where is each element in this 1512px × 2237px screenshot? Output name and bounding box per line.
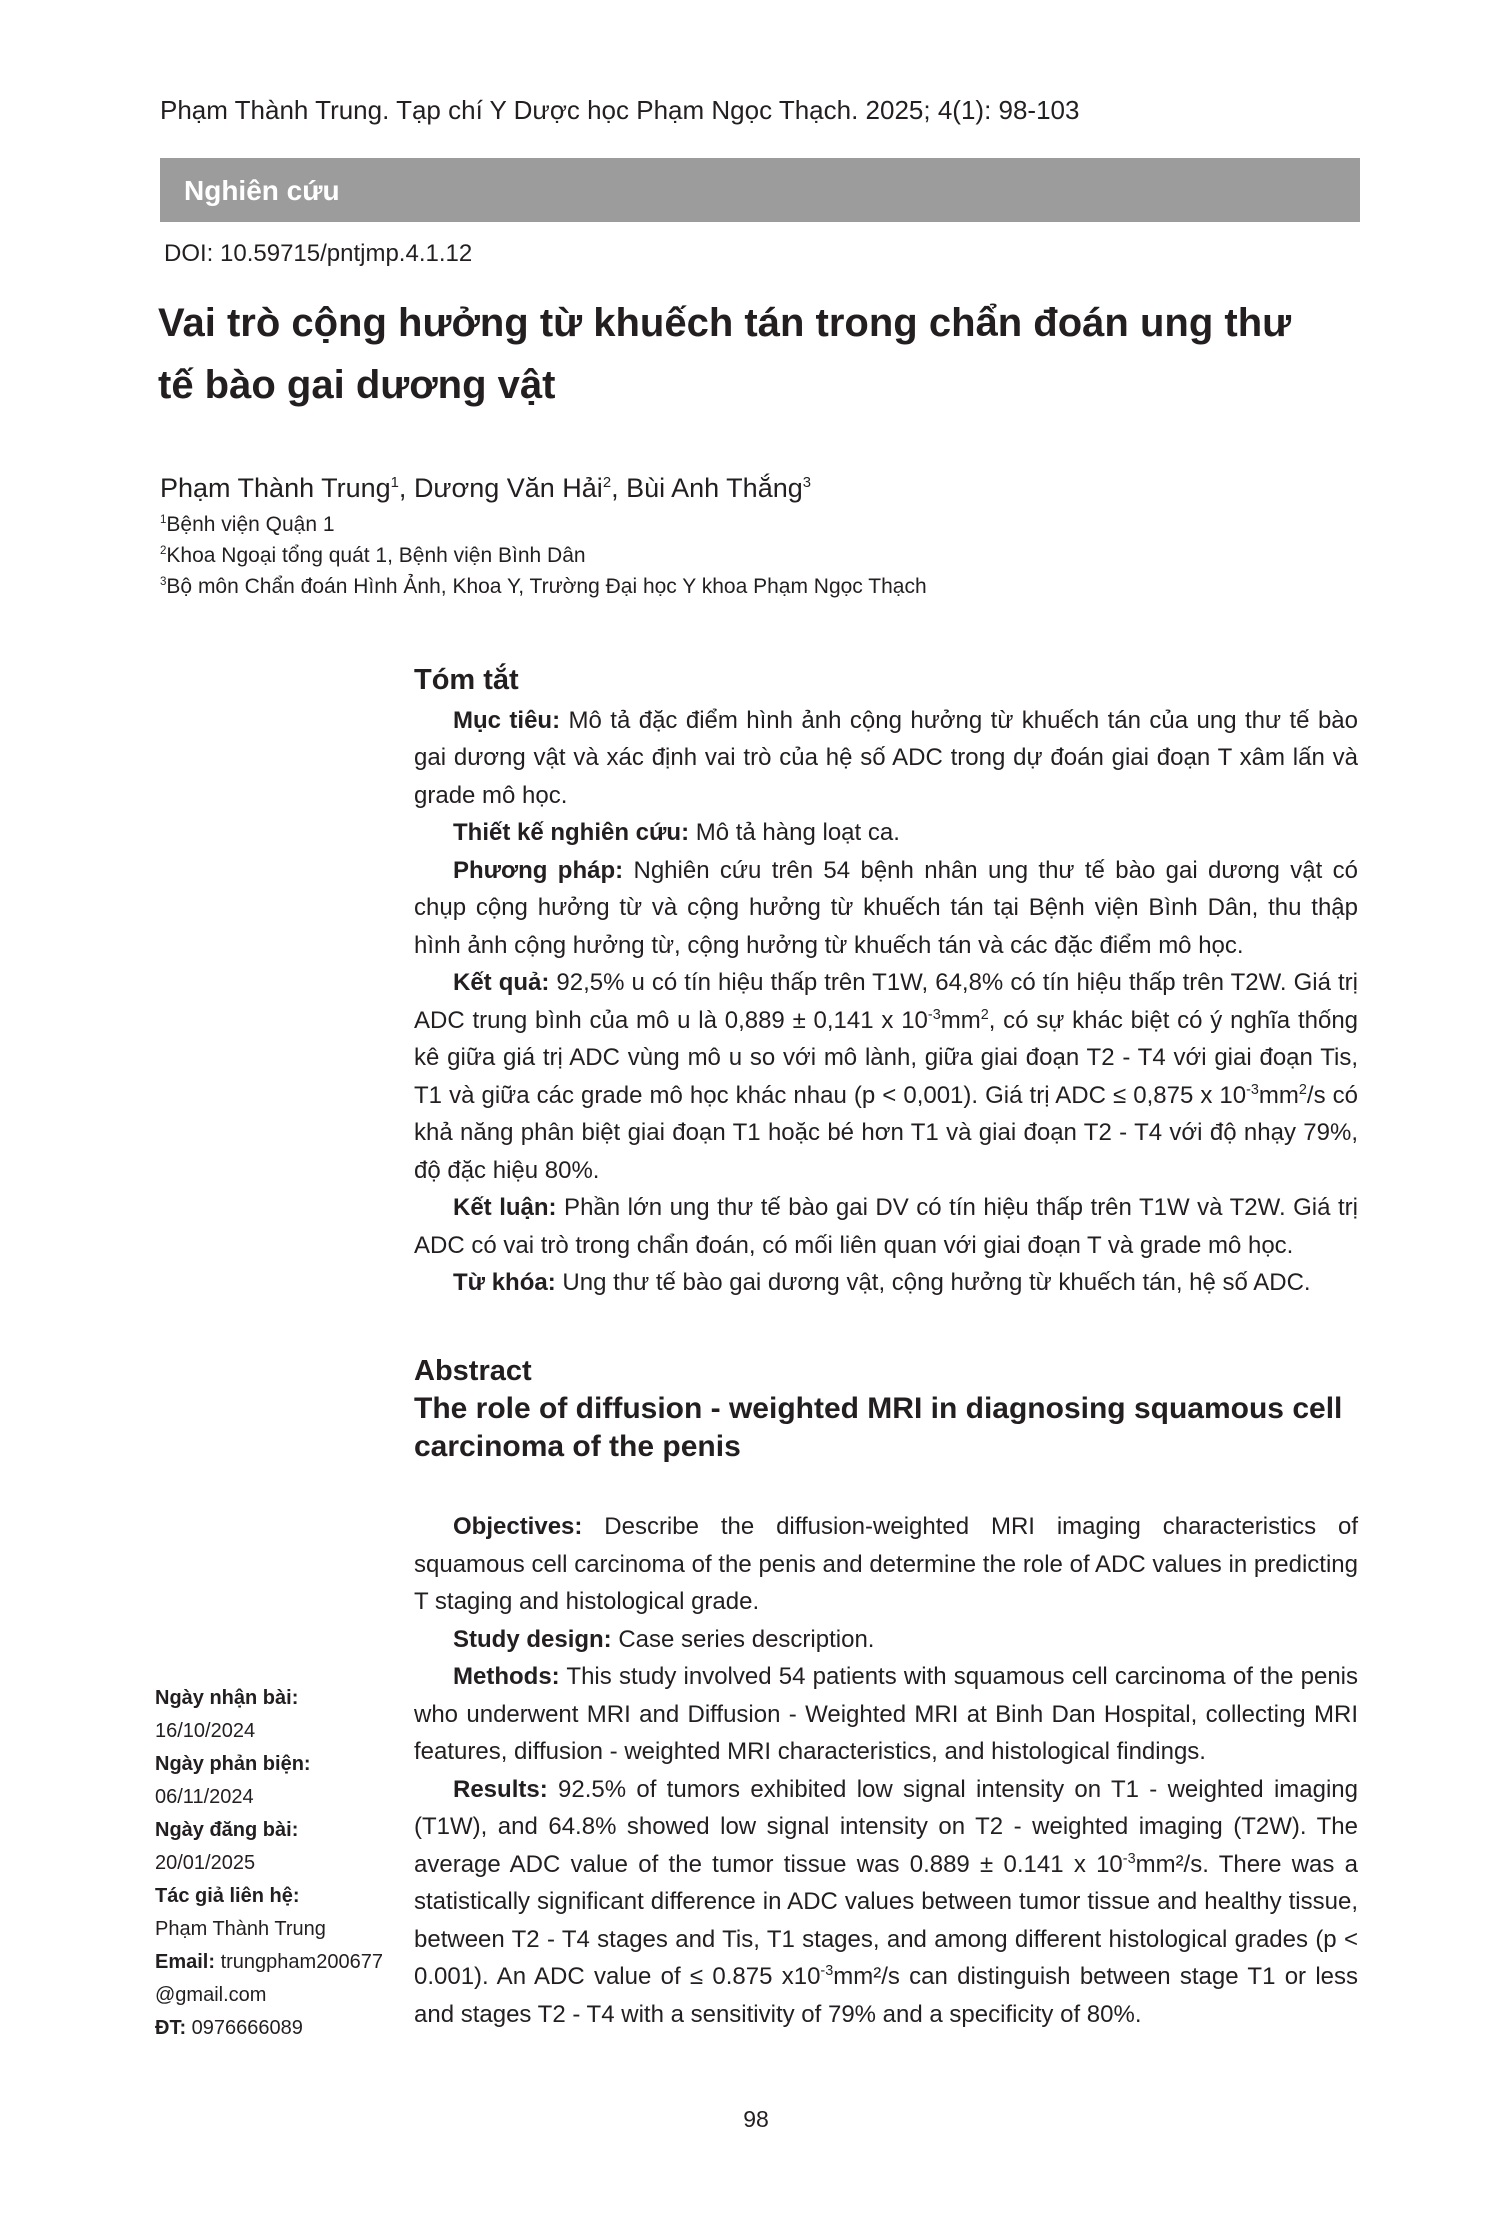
title-line-2: tế bào gai dương vật xyxy=(158,363,556,407)
en-design-text: Case series description. xyxy=(611,1625,875,1653)
vn-objective-text: Mô tả đặc điểm hình ảnh cộng hưởng từ khuếch tán của ung thư tế bào gai dương vật và xác định vai trò của hệ số ADC trong dự đoán giai đoạn T xâm lấn và grade mô học. xyxy=(414,706,1358,809)
reviewed-label: Ngày phản biện: xyxy=(155,1753,311,1775)
vn-result-text: mm xyxy=(1258,1081,1299,1109)
vn-design xyxy=(414,814,1358,852)
en-design-label: Study design: xyxy=(453,1625,612,1653)
en-methods xyxy=(414,1658,1358,1771)
vn-method-text: Nghiên cứu trên 54 bệnh nhân ung thư tế bào gai dương vật có chụp cộng hưởng từ và cộng hưởng từ khuếch tán tại Bệnh viện Bình Dân, thu thập hình ảnh cộng hưởng từ, cộng hưởng từ khuếch tán và các đặc điểm mô học. xyxy=(414,856,1358,959)
corresponding-author: Phạm Thành Trung xyxy=(155,1918,326,1940)
en-results-text: 92.5% of tumors exhibited low signal intensity on T1 - weighted imaging (T1W), and 64.8% showed low signal intensity on T2 - weighted imaging (T2W). The average ADC value of the tumor tissue was 0.889 ± 0.141 x 10 xyxy=(414,1775,1358,1878)
vn-abstract xyxy=(414,662,1358,1302)
published-date: 20/01/2025 xyxy=(155,1852,256,1874)
affiliation-text: Bộ môn Chẩn đoán Hình Ảnh, Khoa Y, Trường Đại học Y khoa Phạm Ngọc Thạch xyxy=(166,575,927,598)
vn-keywords-text: Ung thư tế bào gai dương vật, cộng hưởng từ khuếch tán, hệ số ADC. xyxy=(555,1269,1311,1296)
affiliation xyxy=(160,513,335,537)
affiliation-sup: 2 xyxy=(160,545,167,557)
affiliation-sup: 1 xyxy=(160,514,167,526)
vn-design-label: Thiết kế nghiên cứu: xyxy=(453,819,690,846)
en-results-label: Results: xyxy=(453,1775,548,1803)
vn-conclusion-text: Phần lớn ung thư tế bào gai DV có tín hiệu thấp trên T1W và T2W. Giá trị ADC có vai trò trong chẩn đoán, có mối liên quan với giai đoạn T và grade mô học. xyxy=(414,1194,1358,1259)
en-abstract xyxy=(414,1352,1358,2033)
author-sup: 1 xyxy=(390,475,399,491)
vn-result-sup: -3 xyxy=(1246,1081,1259,1098)
vn-result-sup: 2 xyxy=(1298,1081,1307,1098)
author-name: Bùi Anh Thắng xyxy=(626,473,803,503)
en-abstract-heading: Abstract xyxy=(414,1355,532,1387)
en-objectives xyxy=(414,1508,1358,1621)
affiliation xyxy=(160,544,586,568)
en-objectives-text: Describe the diffusion-weighted MRI imaging characteristics of squamous cell carcinoma of the penis and determine the role of ADC values in predicting T staging and histological grade. xyxy=(414,1513,1358,1615)
en-results-sup: -3 xyxy=(820,1963,834,1979)
corresponding-author-label: Tác giả liên hệ: xyxy=(155,1885,300,1907)
author-sep: , xyxy=(398,473,414,503)
vn-result-text: /s có khả năng phân biệt giai đoạn T1 hoặc bé hơn T1 và giai đoạn T2 - T4 với độ nhạy 79%, độ đặc hiệu 80%. xyxy=(414,1081,1359,1184)
en-results-text: mm²/s can distinguish between stage T1 or less and stages T2 - T4 with a sensitivity of 79% and a specificity of 80%. xyxy=(414,1963,1358,2028)
section-bar xyxy=(160,158,1360,222)
phone-value: 0976666089 xyxy=(186,2017,303,2039)
en-results xyxy=(414,1771,1358,2034)
running-head: Phạm Thành Trung. Tạp chí Y Dược học Phạm Ngọc Thạch. 2025; 4(1): 98-103 xyxy=(160,95,1080,125)
en-design xyxy=(414,1621,1358,1659)
phone-label: ĐT: xyxy=(155,2017,187,2039)
email-value: trungpham200677 xyxy=(215,1951,383,1973)
vn-conclusion xyxy=(414,1189,1358,1264)
author-sep: , xyxy=(611,473,627,503)
vn-method-label: Phương pháp: xyxy=(453,856,624,884)
section-label: Nghiên cứu xyxy=(184,175,340,206)
received-label: Ngày nhận bài: xyxy=(155,1687,299,1709)
en-abstract-title: The role of diffusion - weighted MRI in diagnosing squamous cell carcinoma of the penis xyxy=(414,1392,1343,1463)
author-name: Dương Văn Hải xyxy=(413,473,603,503)
vn-result-sup: -3 xyxy=(927,1006,941,1023)
en-results-sup: -3 xyxy=(1122,1850,1136,1867)
vn-result-sup: 2 xyxy=(980,1006,989,1023)
en-methods-label: Methods: xyxy=(453,1663,560,1690)
en-results-text: mm²/s. There was a statistically significant difference in ADC values between tumor tissue and healthy tissue, between T2 - T4 stages and Tis, T1 stages, and among different histological grades (p < 0.001). An ADC value of ≤ 0.875 x10 xyxy=(414,1850,1358,1990)
affiliation-text: Khoa Ngoại tổng quát 1, Bệnh viện Bình Dân xyxy=(166,544,586,567)
vn-result-text: 92,5% u có tín hiệu thấp trên T1W, 64,8% có tín hiệu thấp trên T2W. Giá trị ADC trung bình của mô u là 0,889 ± 0,141 x 10 xyxy=(414,969,1359,1034)
email-label: Email: xyxy=(155,1951,216,1973)
vn-result-label: Kết quả: xyxy=(453,969,550,996)
vn-keywords-label: Từ khóa: xyxy=(453,1269,556,1296)
affiliation-text: Bệnh viện Quận 1 xyxy=(166,513,335,536)
article-info-sidebar xyxy=(155,1682,400,2045)
author-sup: 2 xyxy=(602,475,612,491)
article-title xyxy=(158,292,1378,416)
vn-keywords xyxy=(414,1264,1358,1302)
page-number: 98 xyxy=(743,2106,769,2132)
vn-method xyxy=(414,852,1358,965)
vn-conclusion-label: Kết luận: xyxy=(453,1194,557,1221)
vn-result xyxy=(414,964,1358,1189)
vn-objective xyxy=(414,702,1358,815)
author-name: Phạm Thành Trung xyxy=(160,473,391,503)
en-methods-text: This study involved 54 patients with squamous cell carcinoma of the penis who underwent MRI and Diffusion - Weighted MRI at Binh Dan Hospital, collecting MRI features, diffusion - weighted MRI characteristics, and histological findings. xyxy=(414,1663,1358,1765)
vn-design-text: Mô tả hàng loạt ca. xyxy=(689,819,900,846)
vn-result-text: , có sự khác biệt có ý nghĩa thống kê giữa giá trị ADC vùng mô u so với mô lành, giữa giai đoạn T2 - T4 với giai đoạn Tis, T1 và giữa các grade mô học khác nhau (p < 0,001). Giá trị ADC ≤ 0,875 x 10 xyxy=(414,1006,1359,1109)
title-line-1: Vai trò cộng hưởng từ khuếch tán trong chẩn đoán ung thư xyxy=(158,301,1292,345)
author-list xyxy=(160,473,811,504)
author-sup: 3 xyxy=(802,475,812,491)
affiliation xyxy=(160,575,927,599)
doi: DOI: 10.59715/pntjmp.4.1.12 xyxy=(164,240,473,267)
reviewed-date: 06/11/2024 xyxy=(155,1786,254,1808)
vn-abstract-heading: Tóm tắt xyxy=(414,664,519,696)
en-objectives-label: Objectives: xyxy=(453,1513,583,1540)
vn-result-text: mm xyxy=(940,1006,981,1034)
affiliation-sup: 3 xyxy=(160,576,167,588)
received-date: 16/10/2024 xyxy=(155,1720,256,1742)
vn-objective-label: Mục tiêu: xyxy=(453,706,561,734)
email-value-cont: @gmail.com xyxy=(155,1984,267,2006)
published-label: Ngày đăng bài: xyxy=(155,1819,299,1841)
